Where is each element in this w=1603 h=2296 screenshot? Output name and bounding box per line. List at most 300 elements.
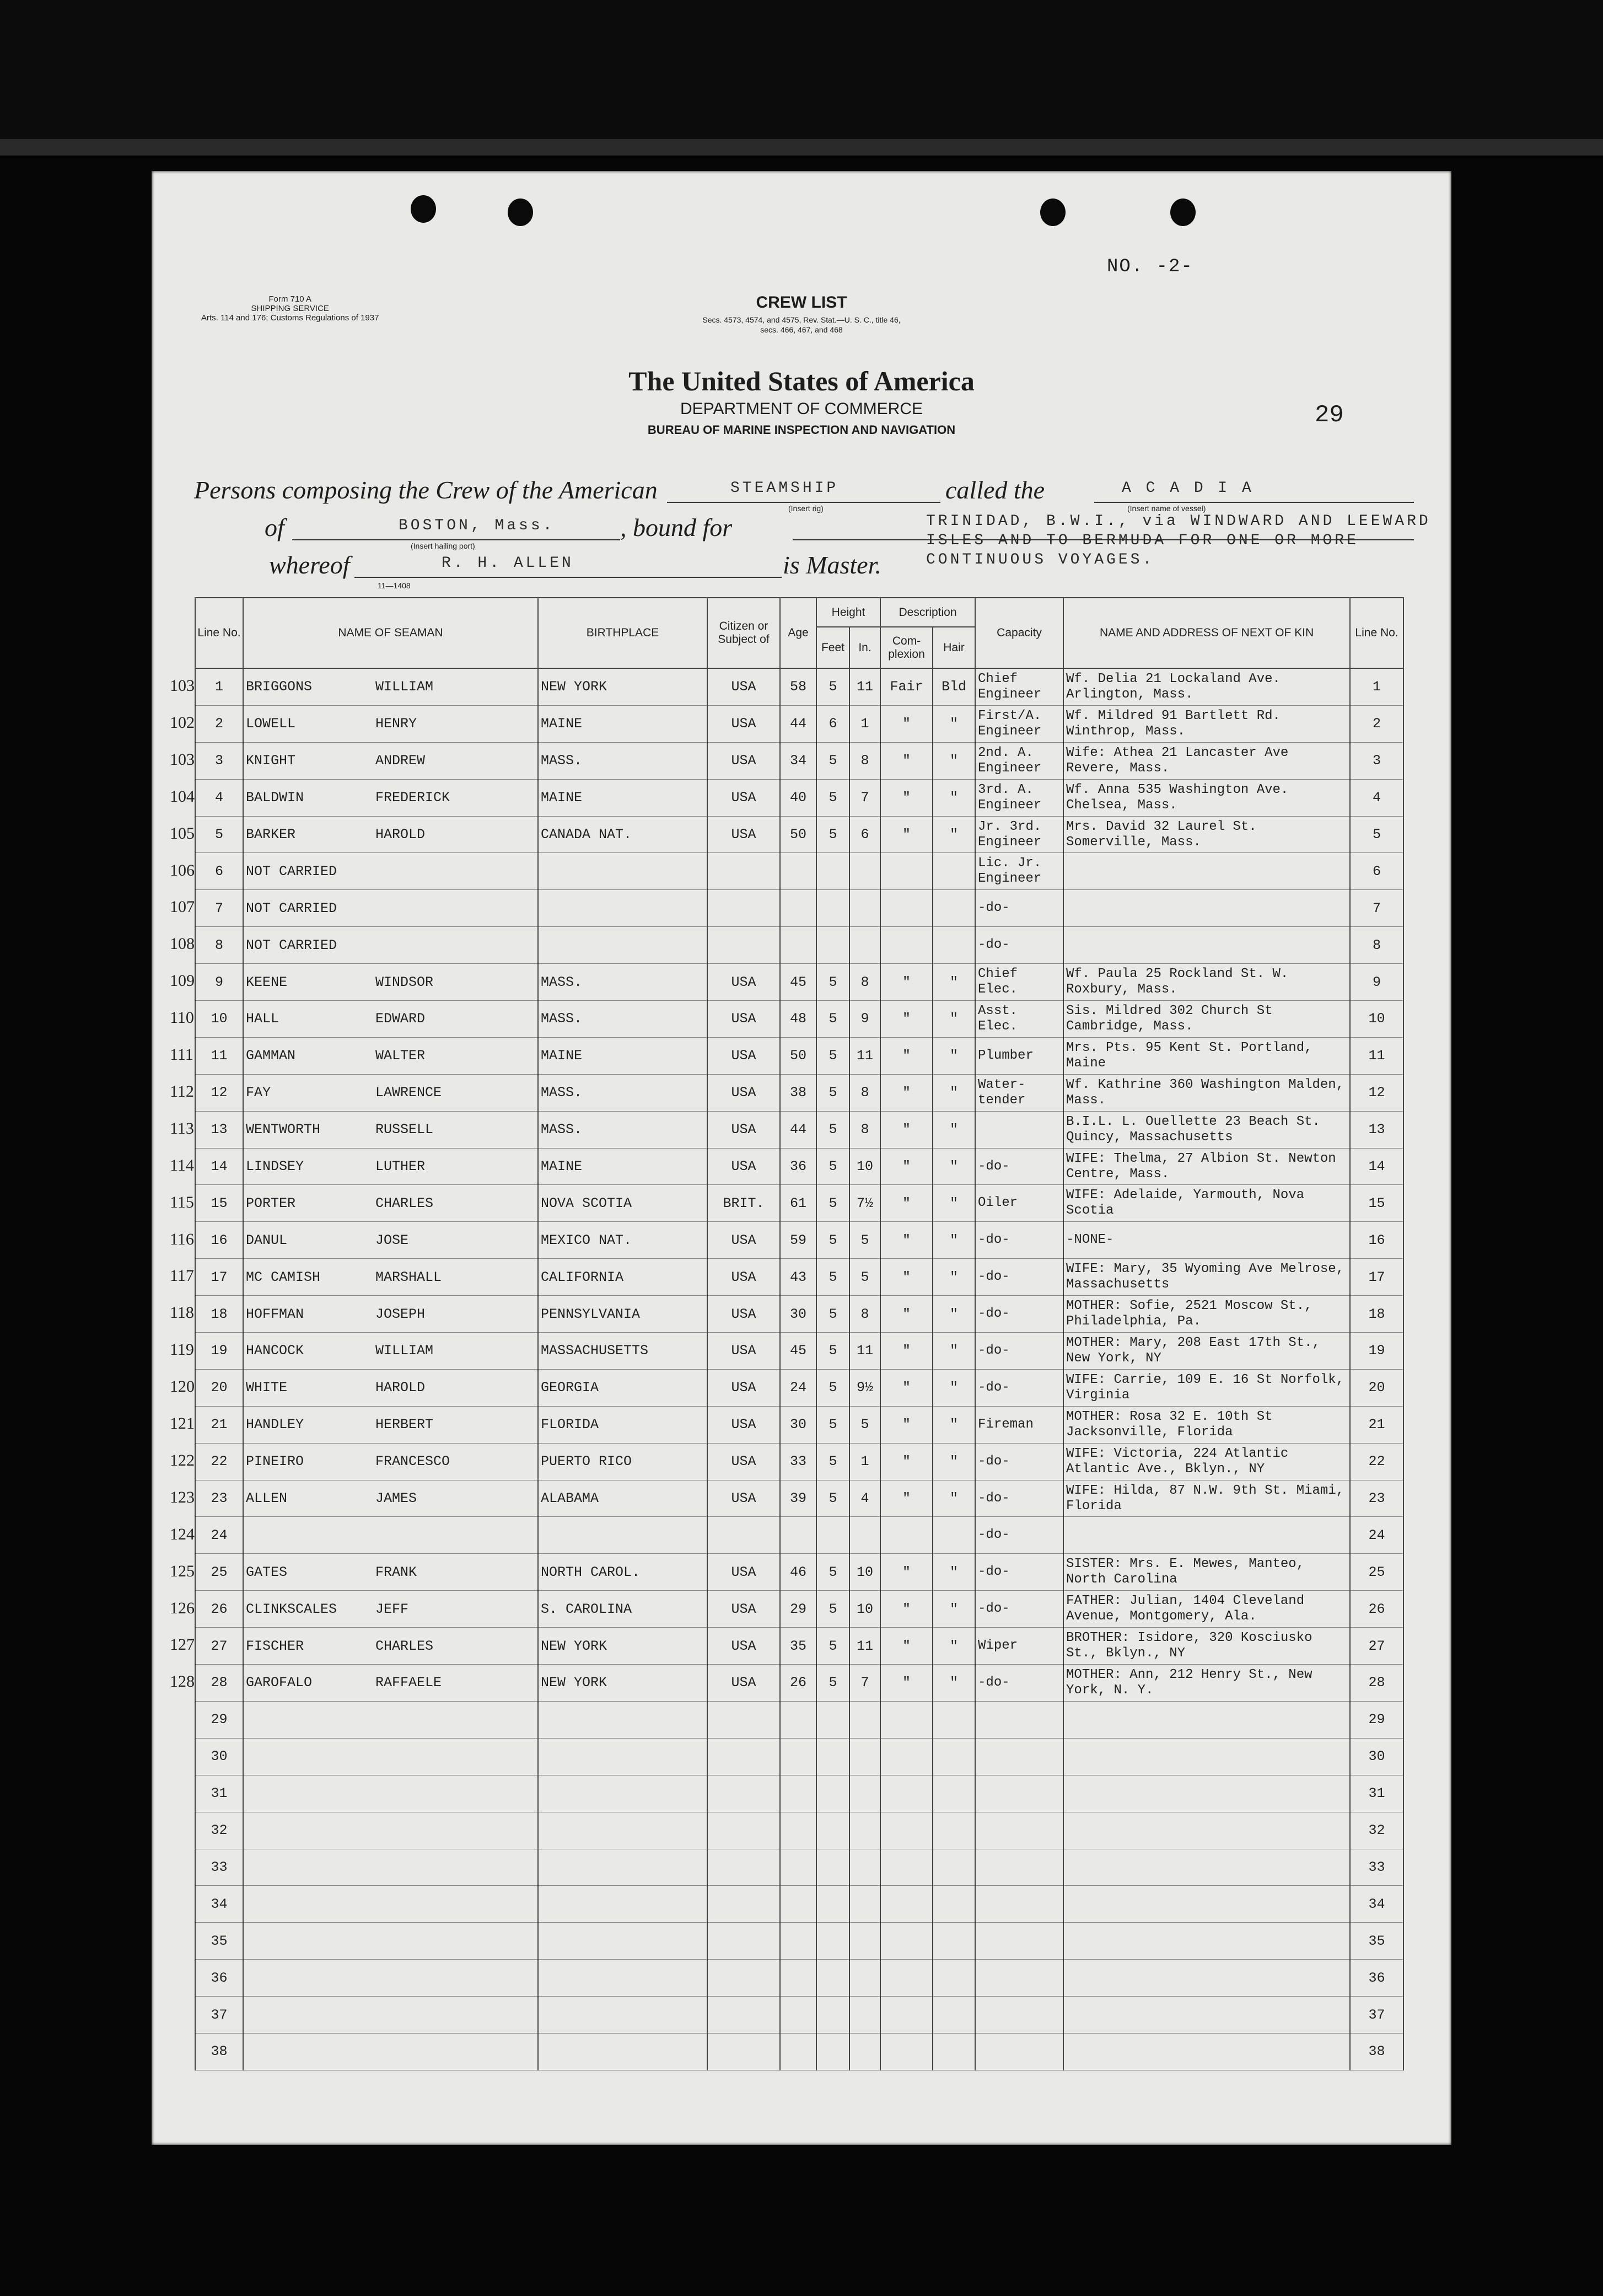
feet-cell <box>816 1997 849 2034</box>
next-of-kin-cell <box>1063 853 1350 890</box>
next-of-kin-cell <box>1063 927 1350 964</box>
seaman-name-cell <box>243 1369 538 1406</box>
feet-cell <box>816 1923 849 1960</box>
birthplace-cell <box>538 1701 707 1738</box>
hair-cell <box>933 1701 975 1738</box>
surname: HOFFMAN <box>246 1306 304 1322</box>
table-row <box>195 1333 1403 1370</box>
complexion-cell <box>880 1960 933 1997</box>
given-name: HENRY <box>375 716 417 732</box>
line-number-right-cell: 28 <box>1350 1665 1403 1702</box>
header-age: Age <box>780 598 816 668</box>
birthplace-cell: FLORIDA <box>538 1406 707 1443</box>
margin-number: 125 <box>170 1562 195 1580</box>
table-row <box>195 1443 1403 1480</box>
hair-cell <box>933 1849 975 1886</box>
complexion-cell: " <box>880 779 933 816</box>
citizen-cell: USA <box>707 1037 780 1074</box>
feet-cell <box>816 1701 849 1738</box>
inches-cell: 11 <box>849 1037 880 1074</box>
destination-line1: TRINIDAD, B.W.I., via WINDWARD AND LEEWARD <box>926 513 1431 530</box>
complexion-cell: " <box>880 1074 933 1111</box>
age-cell: 29 <box>780 1591 816 1628</box>
port-line <box>292 539 620 540</box>
feet-cell <box>816 1517 849 1554</box>
complexion-cell: " <box>880 742 933 779</box>
inches-cell <box>849 1886 880 1923</box>
age-cell: 40 <box>780 779 816 816</box>
complexion-cell: " <box>880 1591 933 1628</box>
next-of-kin-cell: WIFE: Carrie, 109 E. 16 St Norfolk, Virginia <box>1063 1369 1350 1406</box>
margin-number: 117 <box>170 1267 194 1285</box>
hair-cell: " <box>933 1665 975 1702</box>
inches-cell: 1 <box>849 1443 880 1480</box>
given-name: HERBERT <box>375 1417 434 1433</box>
seaman-name-cell <box>243 816 538 853</box>
surname: HANDLEY <box>246 1417 304 1433</box>
capacity-cell <box>975 1997 1063 2034</box>
line-number-right-cell: 23 <box>1350 1480 1403 1517</box>
age-cell: 43 <box>780 1259 816 1296</box>
next-of-kin-cell: BROTHER: Isidore, 320 Kosciusko St., Bklyn., NY <box>1063 1628 1350 1665</box>
feet-cell: 5 <box>816 1259 849 1296</box>
inches-cell: 11 <box>849 668 880 705</box>
line-number-cell: 38 <box>195 2033 243 2070</box>
destination-line2: ISLES AND TO BERMUDA FOR ONE OR MORE <box>926 532 1359 549</box>
age-cell: 46 <box>780 1554 816 1591</box>
age-cell <box>780 927 816 964</box>
age-cell: 61 <box>780 1185 816 1222</box>
surname: BRIGGONS <box>246 679 313 695</box>
citizen-cell: USA <box>707 779 780 816</box>
birthplace-cell <box>538 1997 707 2034</box>
age-cell: 24 <box>780 1369 816 1406</box>
age-cell <box>780 1997 816 2034</box>
next-of-kin-cell: WIFE: Victoria, 224 Atlantic Atlantic Ave., Bklyn., NY <box>1063 1443 1350 1480</box>
table-row <box>195 742 1403 779</box>
age-cell: 59 <box>780 1222 816 1259</box>
inches-cell <box>849 1997 880 2034</box>
line-number-right-cell: 9 <box>1350 964 1403 1001</box>
header-hair: Hair <box>933 627 975 668</box>
surname: KEENE <box>246 974 288 990</box>
table-row <box>195 816 1403 853</box>
line-number-right-cell: 11 <box>1350 1037 1403 1074</box>
statute-line: Secs. 4573, 4574, and 4575, Rev. Stat.—U. S. C., title 46, <box>702 315 901 324</box>
age-cell: 30 <box>780 1406 816 1443</box>
next-of-kin-cell: MOTHER: Mary, 208 East 17th St., New York, NY <box>1063 1333 1350 1370</box>
inches-cell: 8 <box>849 964 880 1001</box>
citizen-cell: USA <box>707 705 780 742</box>
table-row <box>195 1628 1403 1665</box>
table-row <box>195 1296 1403 1333</box>
surname: GAMMAN <box>246 1048 296 1064</box>
feet-cell: 5 <box>816 1554 849 1591</box>
next-of-kin-cell: WIFE: Hilda, 87 N.W. 9th St. Miami, Florida <box>1063 1480 1350 1517</box>
inches-cell: 8 <box>849 1296 880 1333</box>
seaman-name-cell <box>243 853 538 890</box>
inches-cell: 10 <box>849 1554 880 1591</box>
table-row <box>195 1738 1403 1775</box>
table-row <box>195 1074 1403 1111</box>
page-number: 29 <box>1315 401 1344 429</box>
seaman-name-cell <box>243 1443 538 1480</box>
header-next-of-kin: NAME AND ADDRESS OF NEXT OF KIN <box>1063 598 1350 668</box>
line-number-cell: 4 <box>195 779 243 816</box>
table-row <box>195 1665 1403 1702</box>
line-number-cell: 2 <box>195 705 243 742</box>
table-row <box>195 964 1403 1001</box>
line-number-cell: 27 <box>195 1628 243 1665</box>
hair-cell: " <box>933 1185 975 1222</box>
form-line: SHIPPING SERVICE <box>251 304 329 313</box>
hair-cell <box>933 1960 975 1997</box>
citizen-cell <box>707 1701 780 1738</box>
complexion-cell <box>880 1701 933 1738</box>
surname: WENTWORTH <box>246 1122 321 1138</box>
table-row <box>195 1849 1403 1886</box>
inches-cell <box>849 890 880 927</box>
age-cell: 30 <box>780 1296 816 1333</box>
header-name: NAME OF SEAMAN <box>243 598 538 668</box>
line-number-right-cell: 10 <box>1350 1001 1403 1038</box>
line-number-cell: 24 <box>195 1517 243 1554</box>
inches-cell <box>849 1701 880 1738</box>
hair-cell: " <box>933 1443 975 1480</box>
inches-cell <box>849 1517 880 1554</box>
hair-cell: " <box>933 964 975 1001</box>
line-number-cell: 7 <box>195 890 243 927</box>
header-citizen: Citizen or Subject of <box>707 598 780 668</box>
complexion-cell: " <box>880 1628 933 1665</box>
hair-cell <box>933 1775 975 1812</box>
given-name: WINDSOR <box>375 974 434 990</box>
seaman-name-cell <box>243 1185 538 1222</box>
table-row <box>195 1923 1403 1960</box>
citizen-cell <box>707 1997 780 2034</box>
complexion-cell <box>880 1738 933 1775</box>
complexion-cell: " <box>880 964 933 1001</box>
birthplace-cell <box>538 1738 707 1775</box>
feet-cell: 5 <box>816 1591 849 1628</box>
table-row <box>195 1111 1403 1148</box>
citizen-cell: USA <box>707 1074 780 1111</box>
next-of-kin-cell <box>1063 1738 1350 1775</box>
line-number-cell: 23 <box>195 1480 243 1517</box>
vessel-line <box>1094 502 1414 503</box>
capacity-cell: -do- <box>975 1443 1063 1480</box>
citizen-cell <box>707 1812 780 1849</box>
seaman-name-cell <box>243 1591 538 1628</box>
inches-cell: 5 <box>849 1222 880 1259</box>
hair-cell: " <box>933 742 975 779</box>
feet-cell: 5 <box>816 1001 849 1038</box>
inches-cell: 7½ <box>849 1185 880 1222</box>
capacity-cell: -do- <box>975 1554 1063 1591</box>
inches-cell <box>849 1960 880 1997</box>
line-number-cell: 35 <box>195 1923 243 1960</box>
margin-number: 108 <box>170 935 195 953</box>
crew-list-sheet <box>152 171 1451 2145</box>
age-cell <box>780 1849 816 1886</box>
given-name: HAROLD <box>375 1380 426 1396</box>
table-row <box>195 705 1403 742</box>
line-number-cell: 32 <box>195 1812 243 1849</box>
seaman-name-cell <box>243 1960 538 1997</box>
hair-cell <box>933 1812 975 1849</box>
complexion-cell: " <box>880 1148 933 1185</box>
inches-cell <box>849 853 880 890</box>
citizen-cell: USA <box>707 816 780 853</box>
feet-cell: 5 <box>816 1111 849 1148</box>
complexion-cell: " <box>880 1665 933 1702</box>
complexion-cell: " <box>880 1333 933 1370</box>
next-of-kin-cell: WIFE: Mary, 35 Wyoming Ave Melrose, Massachusetts <box>1063 1259 1350 1296</box>
punch-hole <box>1040 199 1066 226</box>
inches-cell: 9 <box>849 1001 880 1038</box>
feet-cell: 5 <box>816 816 849 853</box>
feet-cell <box>816 853 849 890</box>
complexion-cell: Fair <box>880 668 933 705</box>
citizen-cell: USA <box>707 1369 780 1406</box>
hair-cell: " <box>933 1406 975 1443</box>
citizen-cell: USA <box>707 1296 780 1333</box>
line-number-cell: 29 <box>195 1701 243 1738</box>
hair-cell: Bld <box>933 668 975 705</box>
line-number-right-cell: 22 <box>1350 1443 1403 1480</box>
surname: GAROFALO <box>246 1675 313 1691</box>
microfilm-top-band <box>0 0 1603 152</box>
line-number-cell: 26 <box>195 1591 243 1628</box>
line-number-cell: 33 <box>195 1849 243 1886</box>
citizen-cell: USA <box>707 668 780 705</box>
port-hint: (Insert hailing port) <box>411 541 475 550</box>
line-number-right-cell: 7 <box>1350 890 1403 927</box>
complexion-cell <box>880 1886 933 1923</box>
feet-cell: 6 <box>816 705 849 742</box>
seaman-name-cell <box>243 1037 538 1074</box>
inches-cell: 8 <box>849 1111 880 1148</box>
next-of-kin-cell: Wife: Athea 21 Lancaster Ave Revere, Mass. <box>1063 742 1350 779</box>
citizen-cell: BRIT. <box>707 1185 780 1222</box>
citizen-cell <box>707 1517 780 1554</box>
surname: BALDWIN <box>246 790 304 806</box>
margin-number: 116 <box>170 1230 194 1248</box>
inches-cell <box>849 1812 880 1849</box>
seaman-name-cell <box>243 1701 538 1738</box>
table-row <box>195 1222 1403 1259</box>
table-row <box>195 668 1403 705</box>
feet-cell <box>816 927 849 964</box>
line-number-cell: 30 <box>195 1738 243 1775</box>
seaman-name-cell <box>243 1812 538 1849</box>
birthplace-cell: S. CAROLINA <box>538 1591 707 1628</box>
capacity-cell: -do- <box>975 890 1063 927</box>
line-number-cell: 10 <box>195 1001 243 1038</box>
hair-cell: " <box>933 1628 975 1665</box>
seaman-name-cell <box>243 1628 538 1665</box>
complexion-cell: " <box>880 1554 933 1591</box>
header-height: Height <box>816 598 880 627</box>
complexion-cell <box>880 1517 933 1554</box>
capacity-cell <box>975 1812 1063 1849</box>
complexion-cell: " <box>880 816 933 853</box>
margin-number: 109 <box>170 972 195 990</box>
citizen-cell: USA <box>707 1480 780 1517</box>
seaman-name-cell <box>243 1923 538 1960</box>
table-row <box>195 890 1403 927</box>
table-row <box>195 1037 1403 1074</box>
inches-cell: 11 <box>849 1628 880 1665</box>
feet-cell <box>816 2033 849 2070</box>
line-number-cell: 20 <box>195 1369 243 1406</box>
age-cell <box>780 1517 816 1554</box>
citizen-cell: USA <box>707 1001 780 1038</box>
margin-number: 127 <box>170 1635 195 1654</box>
inches-cell: 7 <box>849 1665 880 1702</box>
line-number-cell: 5 <box>195 816 243 853</box>
seaman-name-cell <box>243 1074 538 1111</box>
citizen-cell <box>707 890 780 927</box>
complexion-cell: " <box>880 1296 933 1333</box>
bureau-heading: BUREAU OF MARINE INSPECTION AND NAVIGATION <box>647 423 956 437</box>
table-row <box>195 1406 1403 1443</box>
birthplace-cell <box>538 927 707 964</box>
feet-cell: 5 <box>816 742 849 779</box>
hair-cell: " <box>933 1111 975 1148</box>
margin-number: 120 <box>170 1377 195 1396</box>
feet-cell: 5 <box>816 1037 849 1074</box>
table-row <box>195 1517 1403 1554</box>
line-number-right-cell: 15 <box>1350 1185 1403 1222</box>
hair-cell: " <box>933 816 975 853</box>
vessel-name: A C A D I A <box>1122 480 1254 497</box>
table-row <box>195 1960 1403 1997</box>
age-cell: 36 <box>780 1148 816 1185</box>
department-heading: DEPARTMENT OF COMMERCE <box>680 400 923 418</box>
capacity-cell: -do- <box>975 1665 1063 1702</box>
surname: BARKER <box>246 827 296 843</box>
seaman-name-cell <box>243 1738 538 1775</box>
inches-cell: 11 <box>849 1333 880 1370</box>
given-name: LAWRENCE <box>375 1085 442 1101</box>
surname: HANCOCK <box>246 1343 304 1359</box>
hair-cell: " <box>933 1554 975 1591</box>
age-cell <box>780 1923 816 1960</box>
inches-cell: 8 <box>849 742 880 779</box>
citizen-cell: USA <box>707 1111 780 1148</box>
capacity-cell: Water-tender <box>975 1074 1063 1111</box>
complexion-cell: " <box>880 1111 933 1148</box>
given-name: WILLIAM <box>375 679 434 695</box>
line-number-right-cell: 14 <box>1350 1148 1403 1185</box>
seaman-name-cell <box>243 1148 538 1185</box>
complexion-cell <box>880 890 933 927</box>
line-number-right-cell: 19 <box>1350 1333 1403 1370</box>
table-row <box>195 1997 1403 2034</box>
birthplace-cell: MAINE <box>538 705 707 742</box>
capacity-cell: -do- <box>975 1148 1063 1185</box>
given-name: CHARLES <box>375 1638 434 1654</box>
vessel-hint: (Insert name of vessel) <box>1127 504 1206 513</box>
capacity-cell: -do- <box>975 1296 1063 1333</box>
punch-hole <box>1170 199 1196 226</box>
given-name: EDWARD <box>375 1011 426 1027</box>
citizen-cell: USA <box>707 1222 780 1259</box>
birthplace-cell <box>538 2033 707 2070</box>
capacity-cell <box>975 1701 1063 1738</box>
next-of-kin-cell: Wf. Paula 25 Rockland St. W. Roxbury, Mass. <box>1063 964 1350 1001</box>
line-number-right-cell: 36 <box>1350 1960 1403 1997</box>
next-of-kin-cell <box>1063 1517 1350 1554</box>
birthplace-cell: GEORGIA <box>538 1369 707 1406</box>
complexion-cell: " <box>880 1443 933 1480</box>
surname: PINEIRO <box>246 1453 304 1470</box>
capacity-cell: -do- <box>975 1259 1063 1296</box>
line-number-right-cell: 21 <box>1350 1406 1403 1443</box>
table-row <box>195 779 1403 816</box>
next-of-kin-cell: MOTHER: Rosa 32 E. 10th St Jacksonville, Florida <box>1063 1406 1350 1443</box>
table-row <box>195 1591 1403 1628</box>
line-number-cell: 19 <box>195 1333 243 1370</box>
port-value: BOSTON, Mass. <box>399 517 555 534</box>
surname: FISCHER <box>246 1638 304 1654</box>
inches-cell: 9½ <box>849 1369 880 1406</box>
hair-cell: " <box>933 1333 975 1370</box>
line-number-cell: 17 <box>195 1259 243 1296</box>
feet-cell <box>816 1960 849 1997</box>
hair-cell: " <box>933 1001 975 1038</box>
seaman-name-cell <box>243 668 538 705</box>
crew-table <box>195 597 1404 2070</box>
rig-value: STEAMSHIP <box>730 480 839 497</box>
birthplace-cell: NEW YORK <box>538 668 707 705</box>
citizen-cell: USA <box>707 742 780 779</box>
age-cell: 34 <box>780 742 816 779</box>
margin-number: 119 <box>170 1340 194 1359</box>
header-complexion: Com-plexion <box>880 627 933 668</box>
hair-cell <box>933 853 975 890</box>
complexion-cell <box>880 1849 933 1886</box>
margin-number: 103 <box>170 677 195 695</box>
birthplace-cell <box>538 1517 707 1554</box>
line-number-right-cell: 17 <box>1350 1259 1403 1296</box>
capacity-cell <box>975 2033 1063 2070</box>
hair-cell: " <box>933 1480 975 1517</box>
inches-cell: 10 <box>849 1591 880 1628</box>
line-number-cell: 15 <box>195 1185 243 1222</box>
header-birthplace: BIRTHPLACE <box>538 598 707 668</box>
statute-line: secs. 466, 467, and 468 <box>760 325 843 334</box>
line-number-cell: 36 <box>195 1960 243 1997</box>
line-number-cell: 11 <box>195 1037 243 1074</box>
capacity-cell: Asst. Elec. <box>975 1001 1063 1038</box>
line-number-cell: 21 <box>195 1406 243 1443</box>
complexion-cell <box>880 1923 933 1960</box>
line-number-right-cell: 3 <box>1350 742 1403 779</box>
margin-number: 105 <box>170 824 195 843</box>
birthplace-cell: CALIFORNIA <box>538 1259 707 1296</box>
margin-number: 124 <box>170 1525 195 1543</box>
margin-number: 103 <box>170 750 195 769</box>
hair-cell: " <box>933 1037 975 1074</box>
capacity-cell: -do- <box>975 1591 1063 1628</box>
feet-cell: 5 <box>816 1665 849 1702</box>
hair-cell: " <box>933 1222 975 1259</box>
surname: WHITE <box>246 1380 288 1396</box>
birthplace-cell <box>538 1849 707 1886</box>
surname: NOT CARRIED <box>246 937 337 953</box>
